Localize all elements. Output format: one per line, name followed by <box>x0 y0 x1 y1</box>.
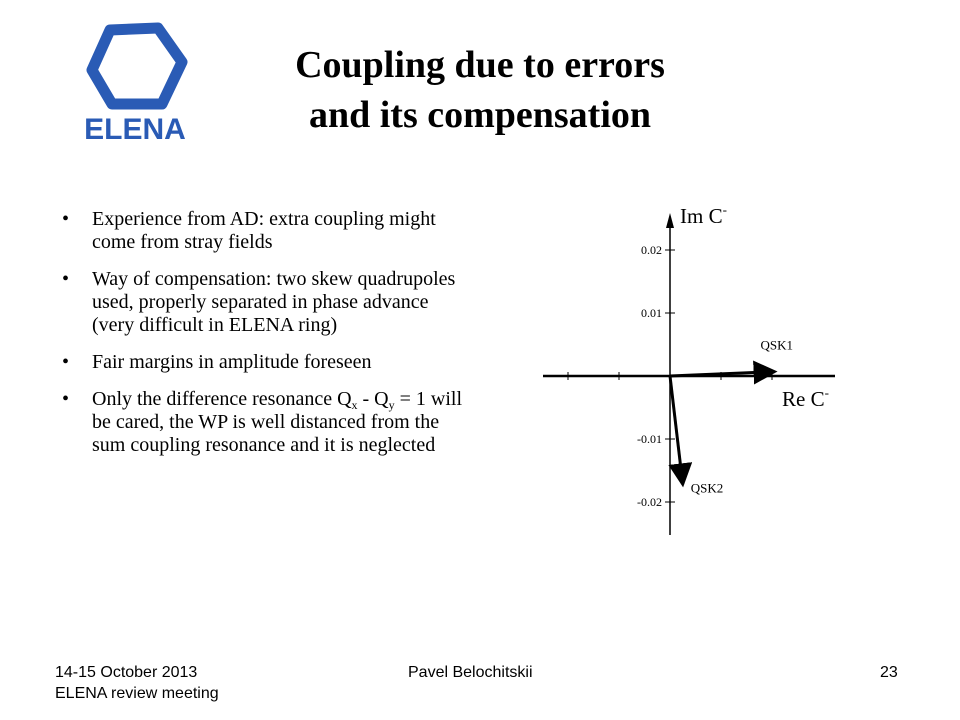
y-tick-label: -0.02 <box>637 495 662 509</box>
y-axis-label-superscript: - <box>722 202 727 217</box>
bullet-text: Only the difference resonance $Q_x - Q_y = 1$ will be cared, the WP is well distanced from the sum coupling resonance and it is neglected <box>92 388 463 456</box>
elena-logo <box>82 18 192 146</box>
y-axis-arrow-icon <box>666 213 674 228</box>
y-tick-label: 0.01 <box>641 306 662 320</box>
title-line-1: Coupling due to errors <box>295 44 665 86</box>
bullet-marker: • <box>62 351 70 373</box>
y-tick-label: -0.01 <box>637 432 662 446</box>
vector-label-qsk2: QSK2 <box>690 480 724 496</box>
x-axis-label-superscript: - <box>824 385 829 400</box>
bullet-marker: • <box>62 208 70 230</box>
bullet-text: Fair margins in amplitude foreseen <box>92 351 372 373</box>
logo-text: ELENA <box>84 113 186 146</box>
footer-date-event <box>55 662 219 704</box>
y-axis-label: Im C- <box>680 202 727 228</box>
slide-title <box>220 40 740 140</box>
bullet-item-difference-resonance <box>62 388 472 457</box>
y-tick-label: 0.02 <box>641 243 662 257</box>
subscript-y: y <box>388 398 395 412</box>
bullet-item-margins <box>62 351 472 374</box>
bullet-list <box>62 208 472 471</box>
vector-qsk2 <box>670 376 683 484</box>
bullet-item-stray-fields <box>62 208 472 254</box>
footer-date: 14-15 October 2013 <box>55 664 198 681</box>
x-axis-label: Re C- <box>782 385 829 411</box>
page-number: 23 <box>880 664 898 681</box>
coupling-vector-chart <box>535 195 855 540</box>
subscript-x: x <box>351 398 358 412</box>
vector-label-qsk1: QSK1 <box>760 337 794 353</box>
bullet-item-compensation <box>62 268 472 337</box>
title-line-2: and its compensation <box>308 94 652 136</box>
bullet-marker: • <box>62 388 70 410</box>
logo-hexagon-icon <box>92 28 182 104</box>
bullet-text: Experience from AD: extra coupling might come from stray fields <box>92 208 436 253</box>
bullet-marker: • <box>62 268 70 290</box>
footer-event: ELENA review meeting <box>55 685 219 702</box>
footer-author: Pavel Belochitskii <box>408 664 533 681</box>
bullet-text: Way of compensation: two skew quadrupoles used, properly separated in phase advance (very difficult in ELENA ring) <box>92 268 456 336</box>
